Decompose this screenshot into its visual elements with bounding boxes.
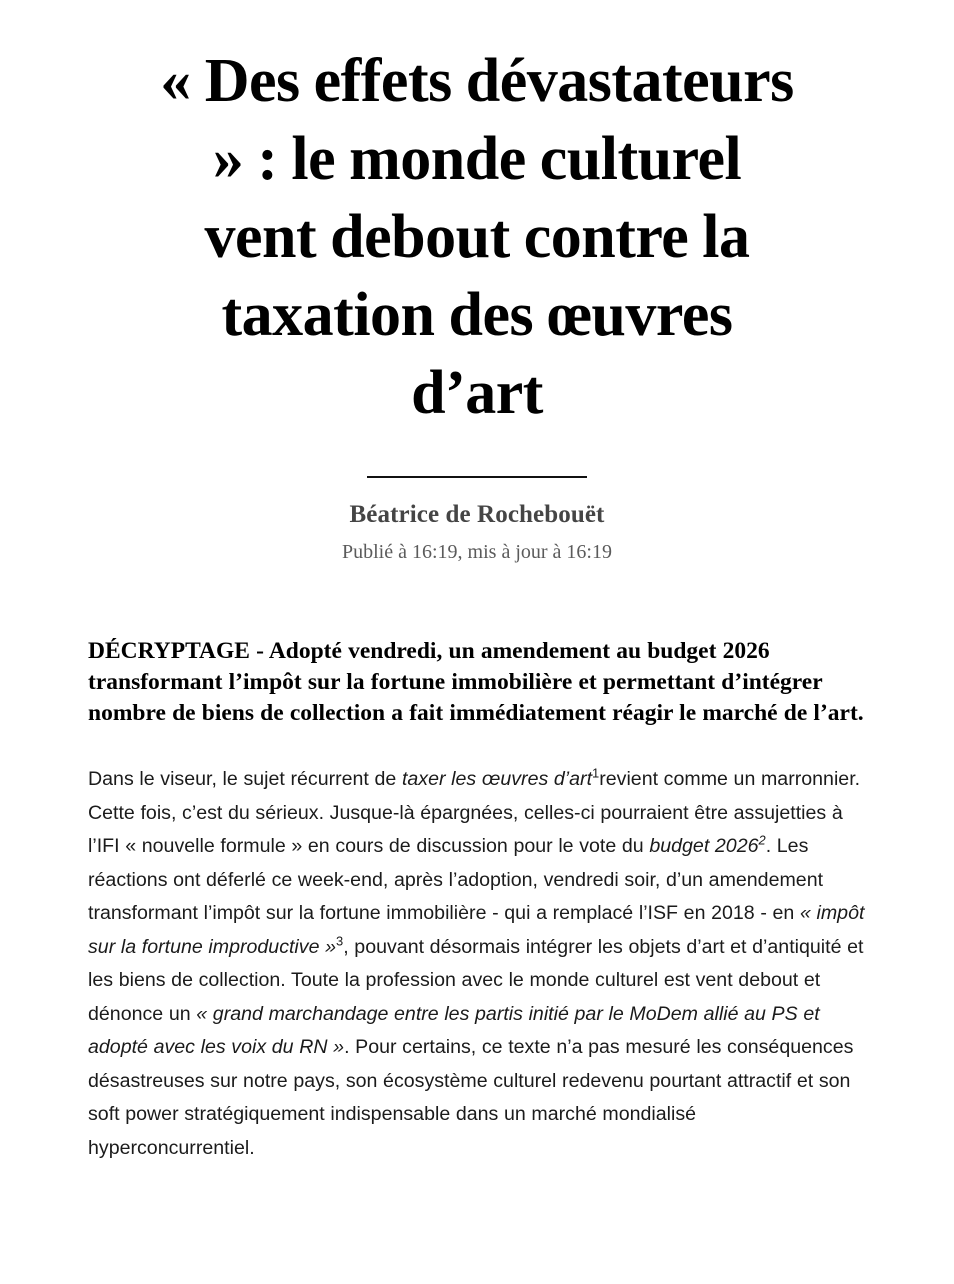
byline: [0, 500, 954, 564]
divider-container: [0, 476, 954, 478]
article-lede: DÉCRYPTAGE - Adopté vendredi, un amendement au budget 2026 transformant l’impôt sur la fortune immobilière et permettant d’intégrer nombre de biens de collection a fait immédiatement réagir le marché de l’art.: [88, 638, 864, 726]
footnote-ref-2[interactable]: 2: [758, 832, 766, 848]
publish-timestamp: Publié à 16:19, mis à jour à 16:19: [342, 541, 612, 563]
paragraph-text-segment: revient comme un marronnier. Cette fois, c’est du sérieux. Jusque-là épargnées, celles-ci pourraient être assujetties à l’IFI « nouvelle formule » en cours de discussion pour le vote du: [88, 768, 861, 857]
title-divider: [367, 476, 587, 478]
footnote-ref-1[interactable]: 1: [592, 765, 600, 781]
paragraph-text-segment: . Les réactions ont déferlé ce week-end, après l’adoption, vendredi soir, d’un amendement transformant l’impôt sur la fortune immobilière - qui a remplacé l’ISF en 2018 - en: [88, 835, 824, 924]
inline-quote-grand-marchandage: « grand marchandage entre les partis initié par le MoDem allié au PS et adopté avec les voix du RN »: [88, 1002, 820, 1058]
page-title: « Des effets dévastateurs » : le monde culturel vent debout contre la taxation des œuvres d’art: [160, 47, 794, 427]
paragraph-text-segment: , pouvant désormais intégrer les objets d’art et d’antiquité et les biens de collection. Toute la profession avec le monde culturel est vent debout et dénonce un: [88, 935, 864, 1025]
inline-quote-impot-fortune-improductive: « impôt sur la fortune improductive »: [88, 902, 865, 958]
footnote-ref-3[interactable]: 3: [336, 932, 344, 948]
inline-link-budget-2026[interactable]: budget 2026: [649, 835, 759, 857]
article-paragraph: [88, 763, 866, 1165]
author-name[interactable]: Béatrice de Rochebouët: [349, 501, 605, 528]
inline-link-taxer-les-oeuvres[interactable]: taxer les œuvres d’art: [401, 768, 593, 790]
paragraph-text-segment: Dans le viseur, le sujet récurrent de: [88, 768, 402, 790]
article-body: [88, 564, 866, 1165]
paragraph-text-segment: . Pour certains, ce texte n’a pas mesuré les conséquences désastreuses sur notre pays, son écosystème culturel redevenu pourtant attractif et son soft power stratégiquement indispensable dans un marché mondialisé hyperconcurrentiel.: [88, 1036, 854, 1159]
headline-container: [0, 0, 954, 432]
